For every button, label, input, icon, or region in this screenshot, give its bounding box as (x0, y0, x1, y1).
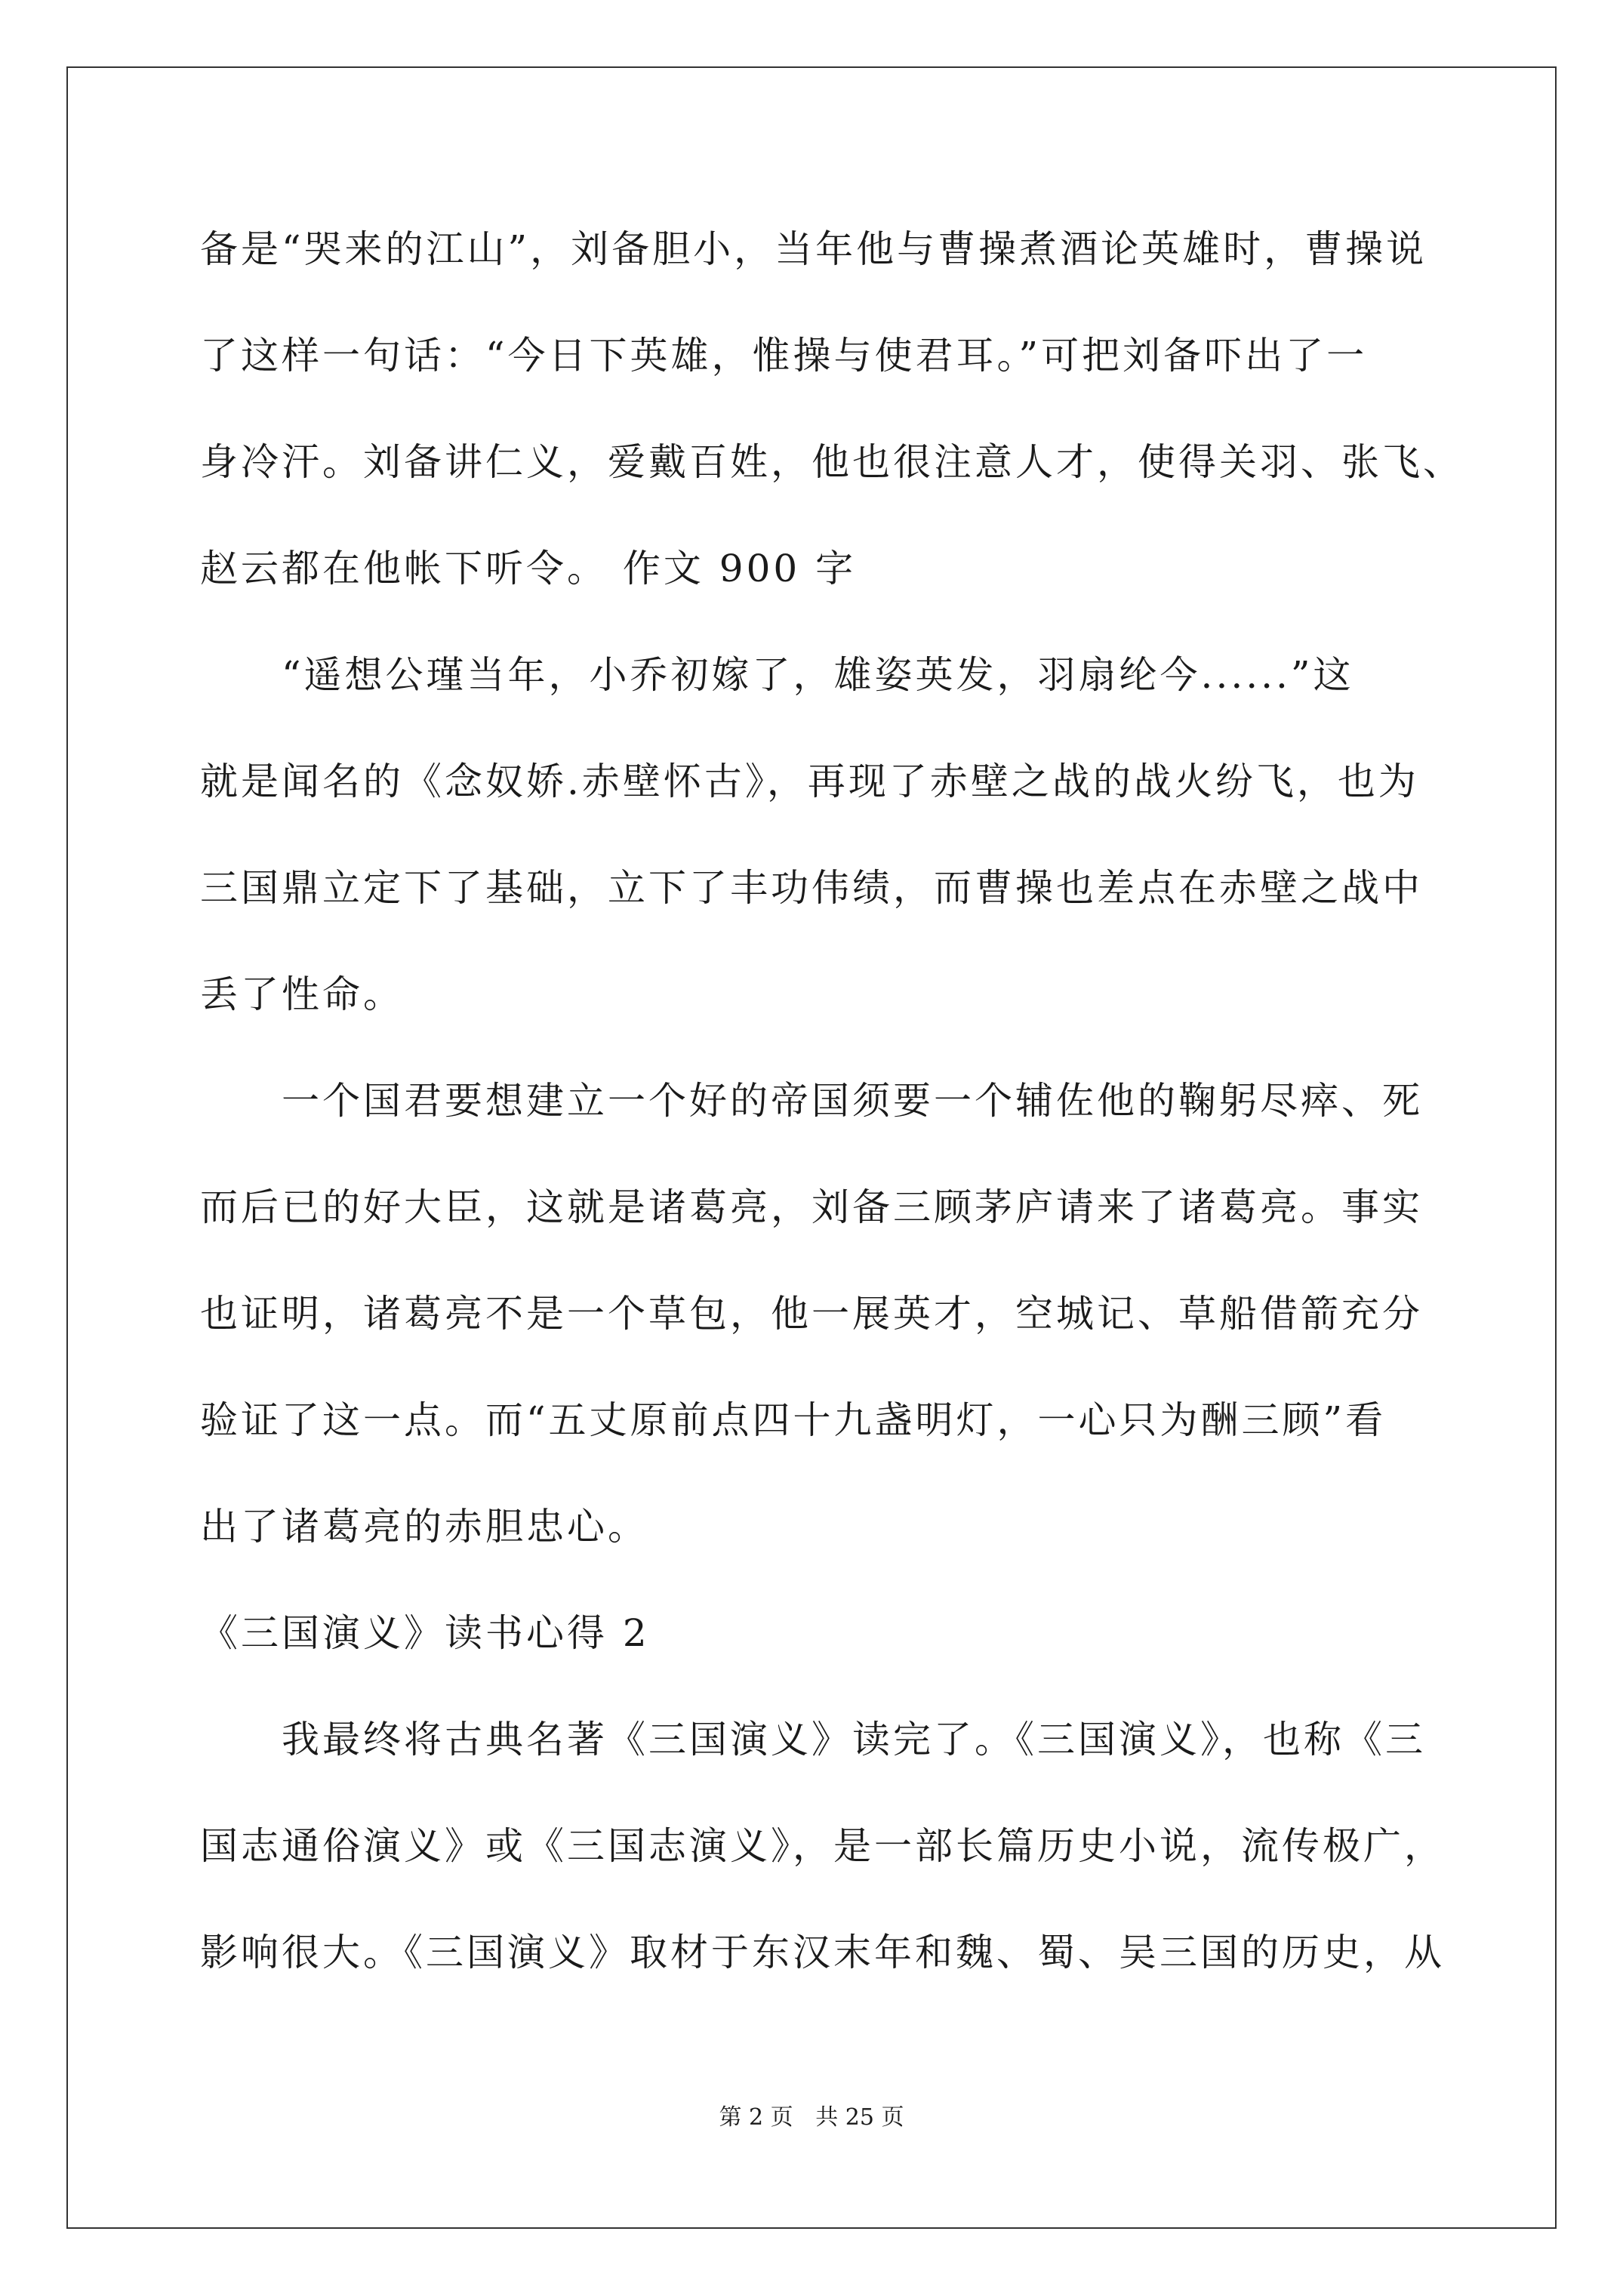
text-line: 也证明，诸葛亮不是一个草包，他一展英才，空城记、草船借箭充分 (200, 1292, 1423, 1336)
page-footer (0, 2103, 1623, 2133)
text-line: 备是“哭来的江山”，刘备胆小，当年他与曹操煮酒论英雄时，曹操说 (200, 227, 1427, 271)
page-number: 第 2 页 (719, 2104, 793, 2131)
text-line: 赵云都在他帐下听令。 作文 900 字 (200, 547, 857, 590)
text-line: 影响很大。《三国演义》取材于东汉末年和魏、蜀、吴三国的历史，从 (200, 1931, 1445, 1974)
text-line: 而后已的好大臣，这就是诸葛亮，刘备三顾茅庐请来了诸葛亮。事实 (200, 1185, 1423, 1229)
section-heading: 《三国演义》读书心得 2 (200, 1611, 650, 1655)
page-border (66, 66, 1557, 2229)
text-line: 身冷汗。刘备讲仁义，爱戴百姓，他也很注意人才，使得关羽、张飞、 (200, 440, 1464, 484)
text-line: 一个国君要想建立一个好的帝国须要一个辅佐他的鞠躬尽瘁、死 (200, 1079, 1423, 1123)
text-line: 国志通俗演义》或《三国志演义》，是一部长篇历史小说，流传极广， (200, 1824, 1445, 1868)
text-line: 验证了这一点。而“五丈原前点四十九盏明灯，一心只为酬三顾”看 (200, 1398, 1387, 1442)
text-line: 就是闻名的《念奴娇.赤壁怀古》，再现了赤壁之战的战火纷飞，也为 (200, 760, 1419, 803)
text-line: 出了诸葛亮的赤胆忠心。 (200, 1505, 648, 1549)
text-line: “遥想公瑾当年，小乔初嫁了，雄姿英发，羽扇纶今......”这 (200, 653, 1354, 697)
page-total: 共 25 页 (815, 2104, 904, 2131)
text-line: 了这样一句话：“今日下英雄，惟操与使君耳。”可把刘备吓出了一 (200, 334, 1368, 378)
text-line: 丢了性命。 (200, 972, 404, 1016)
text-line: 我最终将古典名著《三国演义》读完了。《三国演义》，也称《三 (200, 1718, 1426, 1761)
text-line: 三国鼎立定下了基础，立下了丰功伟绩，而曹操也差点在赤壁之战中 (200, 866, 1423, 910)
